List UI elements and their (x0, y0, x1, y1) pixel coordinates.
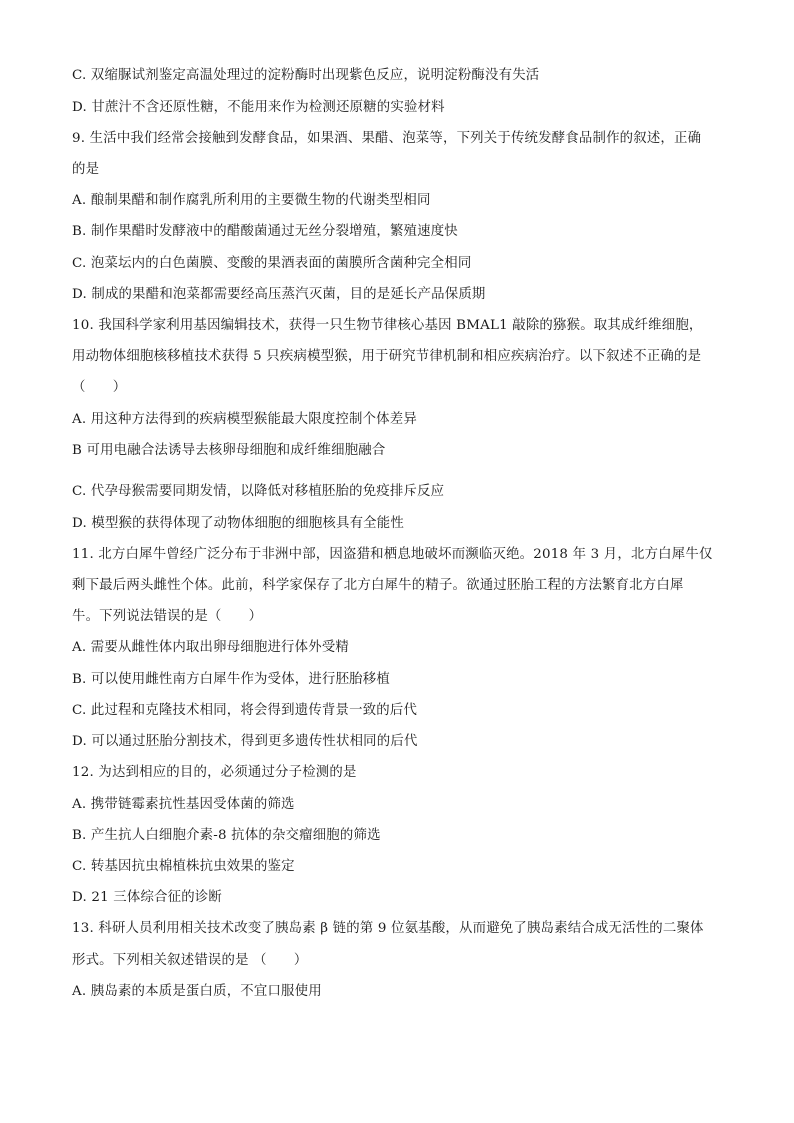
option-9a: A. 酿制果醋和制作腐乳所利用的主要微生物的代谢类型相同 (72, 193, 431, 208)
question-9-line-2: 的是 (72, 162, 100, 177)
question-11-line-1: 11. 北方白犀牛曾经广泛分布于非洲中部，因盗猎和栖息地破坏而濒临灭绝。2018 年 3 月，北方白犀牛仅 (72, 547, 713, 562)
question-10-line-3: （ ） (72, 380, 127, 395)
question-11-line-2: 剩下最后两头雌性个体。此前，科学家保存了北方白犀牛的精子。欲通过胚胎工程的方法繁育北方白犀 (72, 578, 684, 593)
option-12c: C. 转基因抗虫棉植株抗虫效果的鉴定 (72, 859, 295, 874)
option-9b: B. 制作果醋时发酵液中的醋酸菌通过无丝分裂增殖，繁殖速度快 (72, 224, 458, 239)
question-10-line-2: 用动物体细胞核移植技术获得 5 只疾病模型猴，用于研究节律机制和相应疾病治疗。以下叙述不正确的是 (72, 349, 702, 364)
option-9d: D. 制成的果醋和泡菜都需要经高压蒸汽灭菌，目的是延长产品保质期 (72, 287, 486, 302)
option-10b: B 可用电融合法诱导去核卵母细胞和成纤维细胞融合 (72, 443, 386, 458)
option-8c: C. 双缩脲试剂鉴定高温处理过的淀粉酶时出现紫色反应，说明淀粉酶没有失活 (72, 68, 540, 83)
question-9-line-1: 9. 生活中我们经常会接触到发酵食品，如果酒、果醋、泡菜等，下列关于传统发酵食品制作的叙述，正确 (72, 131, 702, 146)
option-12a: A. 携带链霉素抗性基因受体菌的筛选 (72, 797, 295, 812)
option-13a: A. 胰岛素的本质是蛋白质，不宜口服使用 (72, 984, 322, 999)
option-9c: C. 泡菜坛内的白色菌膜、变酸的果酒表面的菌膜所含菌种完全相同 (72, 256, 472, 271)
option-11a: A. 需要从雌性体内取出卵母细胞进行体外受精 (72, 640, 350, 655)
question-11-line-3: 牛。下列说法错误的是（ ） (72, 609, 263, 624)
option-11b: B. 可以使用雌性南方白犀牛作为受体，进行胚胎移植 (72, 672, 390, 687)
option-8d: D. 甘蔗汁不含还原性糖，不能用来作为检测还原糖的实验材料 (72, 100, 445, 115)
question-13-line-2: 形式。下列相关叙述错误的是 （ ） (72, 953, 308, 968)
option-12d: D. 21 三体综合征的诊断 (72, 890, 222, 905)
option-10a: A. 用这种方法得到的疾病模型猴能最大限度控制个体差异 (72, 412, 417, 427)
question-10-line-1: 10. 我国科学家利用基因编辑技术，获得一只生物节律核心基因 BMAL1 敲除的猕猴。取其成纤维细胞， (72, 318, 703, 333)
option-10c: C. 代孕母猴需要同期发情，以降低对移植胚胎的免疫排斥反应 (72, 484, 445, 499)
question-12: 12. 为达到相应的目的，必须通过分子检测的是 (72, 765, 357, 780)
option-10d: D. 模型猴的获得体现了动物体细胞的细胞核具有全能性 (72, 516, 404, 531)
option-11c: C. 此过程和克隆技术相同，将会得到遗传背景一致的后代 (72, 703, 418, 718)
option-11d: D. 可以通过胚胎分割技术，得到更多遗传性状相同的后代 (72, 734, 418, 749)
option-12b: B. 产生抗人白细胞介素-8 抗体的杂交瘤细胞的筛选 (72, 828, 381, 843)
question-13-line-1: 13. 科研人员利用相关技术改变了胰岛素 β 链的第 9 位氨基酸，从而避免了胰岛素结合成无活性的二聚体 (72, 921, 704, 936)
